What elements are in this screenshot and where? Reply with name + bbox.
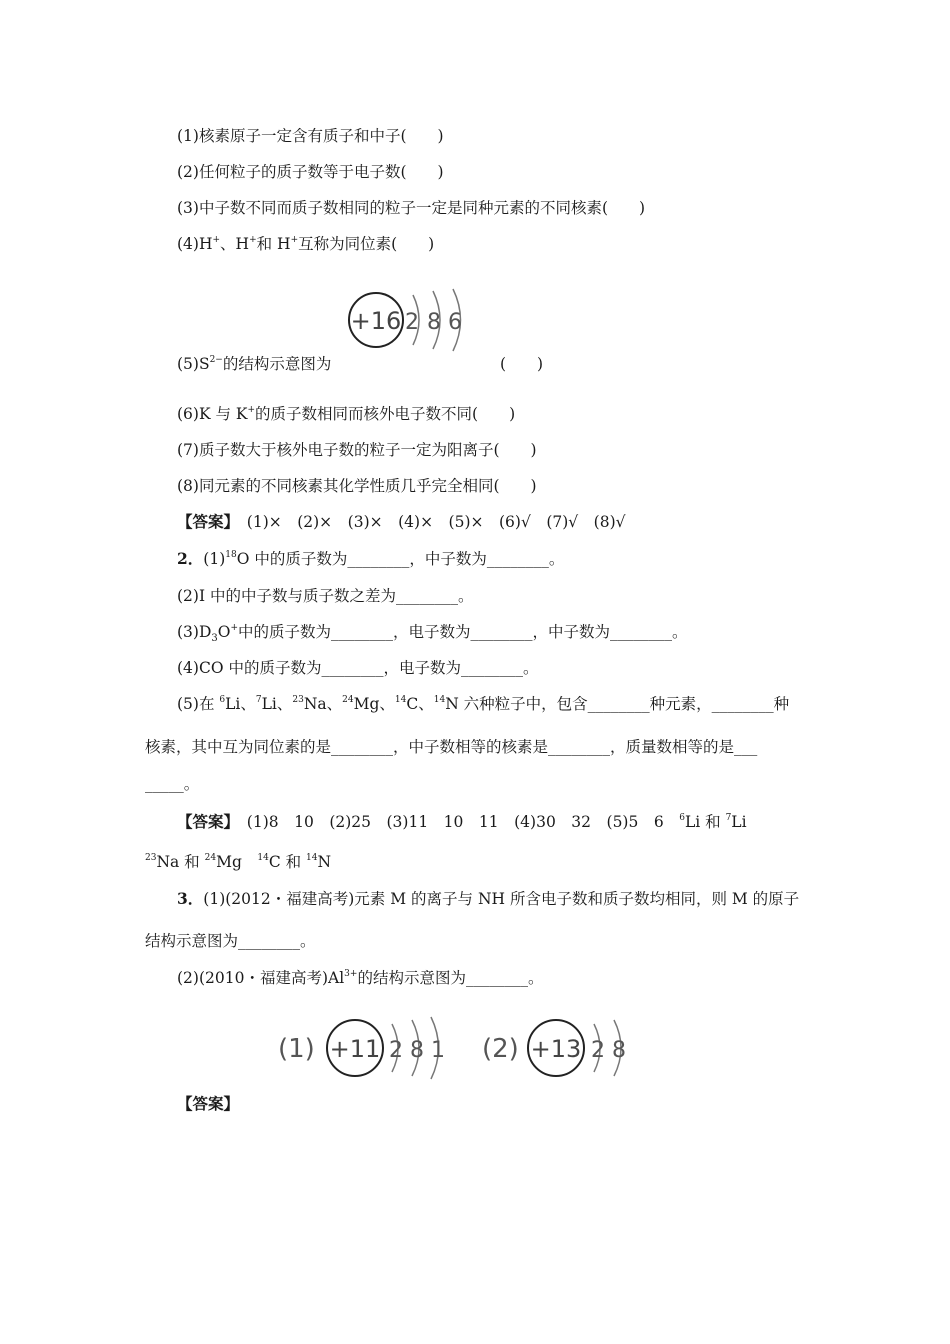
s-shell-1: 2 (405, 310, 419, 335)
answer-structure-diagrams (276, 1014, 636, 1088)
q1-item-2: (2)任何粒子的质子数等于电子数( ) (177, 163, 444, 181)
q2-part-2: (2)I 中的中子数与质子数之差为________。 (177, 587, 474, 605)
diagram-2-label: (2) (482, 1034, 519, 1064)
diagram-2-shell-1: 2 (591, 1038, 605, 1063)
q2-part-4: (4)CO 中的质子数为________，电子数为________。 (177, 659, 539, 677)
diagram-1-nucleus: +11 (329, 1035, 381, 1063)
q1-answer: 【答案】 (1)× (2)× (3)× (4)× (5)× (6)√ (7)√ (8)√ (177, 512, 626, 531)
q3-answer-label: 【答案】 (177, 1094, 240, 1113)
answer-label: 【答案】 (177, 512, 232, 531)
q1-item-7: (7)质子数大于核外电子数的粒子一定为阳离子( ) (177, 441, 537, 459)
q2-part-1: 2．$(1)^{18}O$ 中的质子数为________，中子数为________。 (177, 549, 565, 568)
q1-item-8: (8)同元素的不同核素其化学性质几乎完全相同( ) (177, 477, 537, 495)
answer-label: 【答案】 (177, 812, 232, 831)
q2-part-5-line-3: _____。 (145, 775, 200, 793)
s-shell-3: 6 (448, 310, 462, 335)
diagram-2-shell-2: 8 (612, 1038, 626, 1063)
q2-part-3: $(3)D_3O^+$中的质子数为________，电子数为________，中子数为________。 (177, 623, 688, 645)
q3-part-2: (2)(2010・福建高考)$Al^{3+}$的结构示意图为________。 (177, 969, 544, 987)
q1-item-3: (3)中子数不同而质子数相同的粒子一定是同种元素的不同核素( ) (177, 199, 646, 217)
diagram-1-shell-2: 8 (410, 1038, 424, 1063)
q2-part-5-line-2: 核素，其中互为同位素的是________，中子数相等的核素是________，质量数相等的是___ (145, 738, 758, 756)
q2-answer: 【答案】 (1)8 10 (2)25 (3)11 10 11 (4)30 32 (5)5 6 $^6$Li 和 $^7$Li (177, 812, 747, 831)
q2-answer-line-2: $^{23}$Na 和 $^{24}$Mg $^{14}$C 和 $^{14}$N (145, 853, 332, 871)
q1-item-4: (4)H+、H+和 H+互称为同位素( ) (177, 235, 435, 253)
q1-item-5-paren: ( ) (500, 355, 544, 373)
q1-item-1: (1)核素原子一定含有质子和中子( ) (177, 127, 444, 145)
diagram-2-nucleus: +13 (530, 1035, 582, 1063)
q3-part-1: 3．(1)(2012・福建高考)元素 M 的离子与 NH 所含电子数和质子数均相同，则 M 的原子 (177, 889, 800, 908)
diagram-1-shell-1: 2 (389, 1038, 403, 1063)
s-shell-2: 8 (427, 310, 441, 335)
q1-item-5: $(5)S^{2-}$的结构示意图为 (177, 355, 332, 373)
q3-part-1-line-2: 结构示意图为________。 (145, 932, 316, 950)
q2-part-5: (5)在 $^6$Li、$^7$Li、$^{23}$Na、$^{24}$Mg、$^{14}$C、$^{14}$N 六种粒子中，包含________种元素，________种 (177, 695, 790, 713)
diagram-1-label: (1) (278, 1034, 315, 1064)
s-nucleus-label: +16 (350, 307, 402, 335)
q1-item-6: (6)K 与 K+的质子数相同而核外电子数不同( ) (177, 405, 516, 423)
diagram-1-shell-3: 1 (431, 1038, 445, 1063)
sulfur-ion-structure-diagram (345, 286, 475, 360)
